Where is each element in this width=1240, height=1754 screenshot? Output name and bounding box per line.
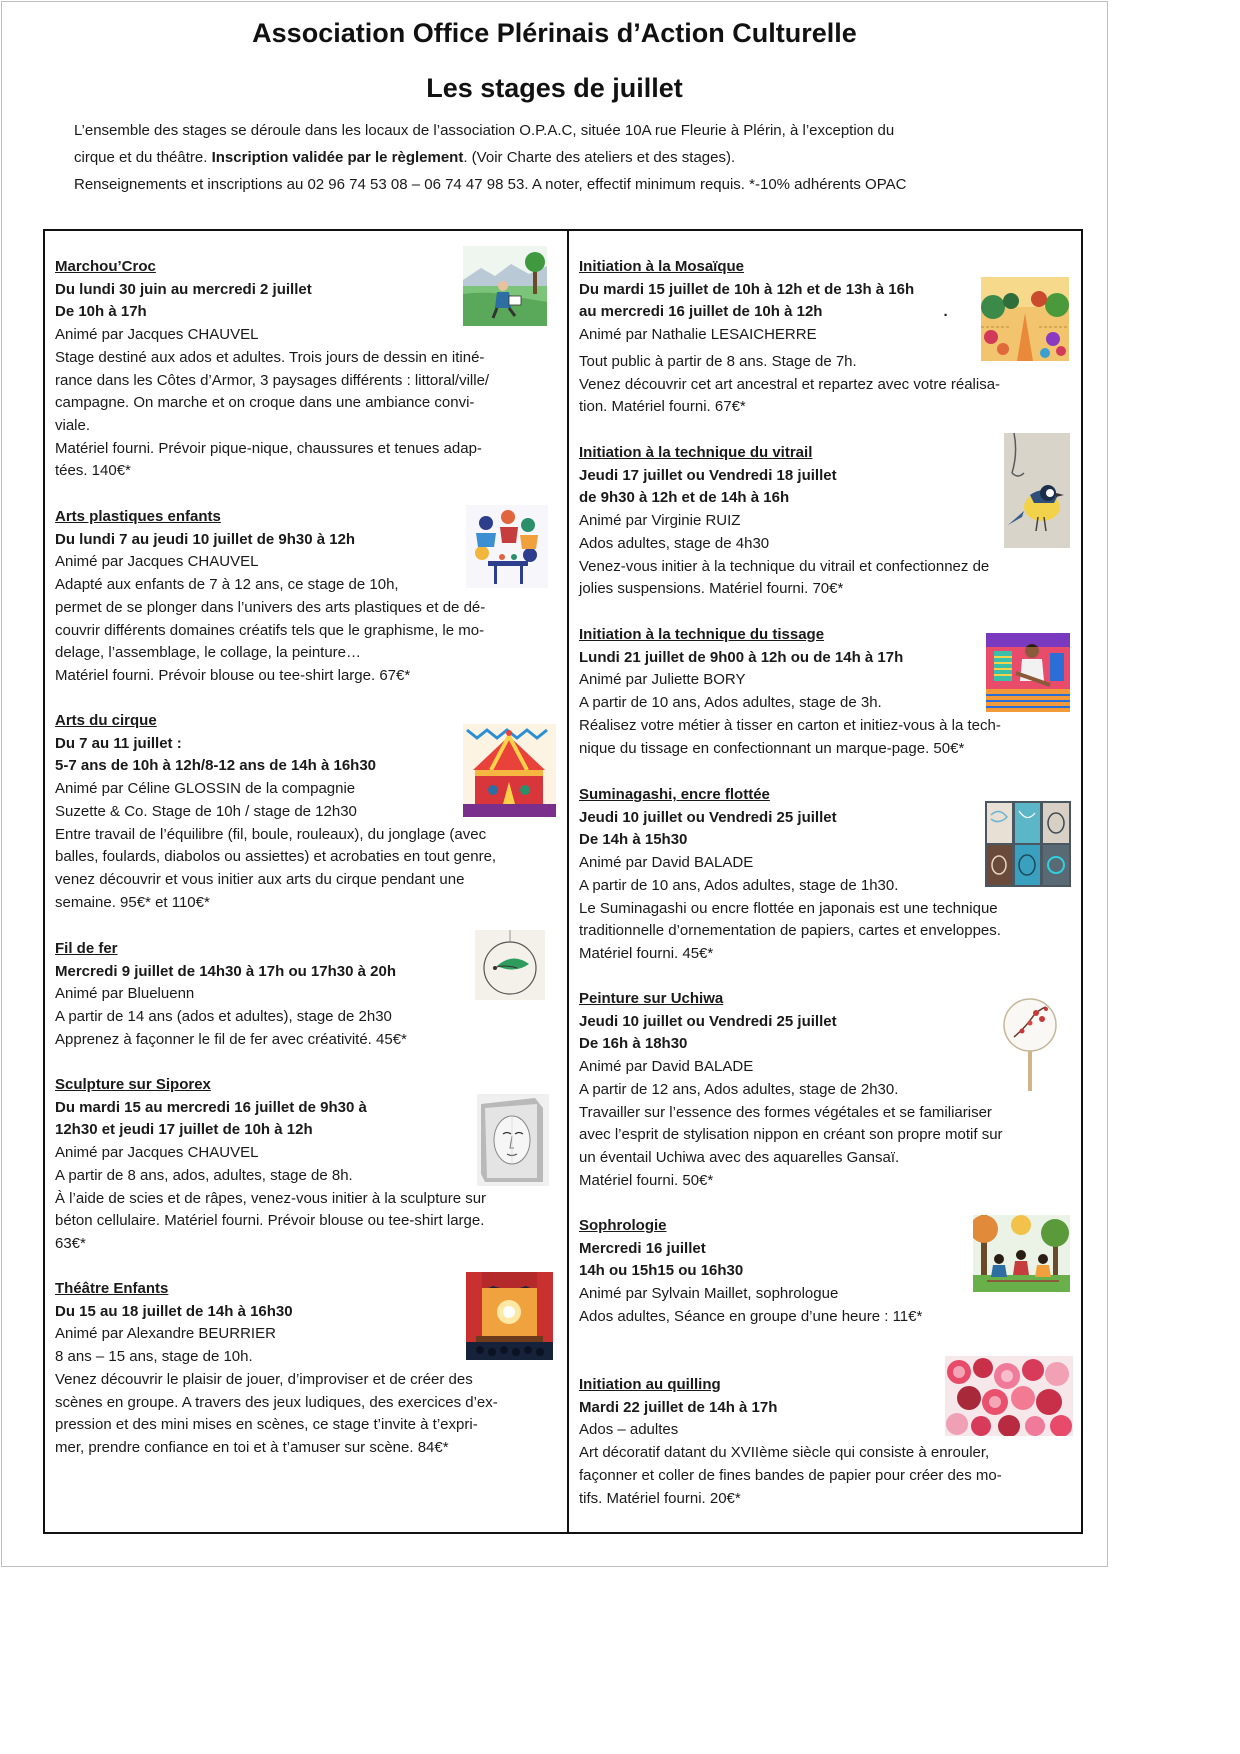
workshop-text: Animé par Jacques CHAUVEL: [55, 553, 259, 571]
workshop-text: tifs. Matériel fourni. 20€*: [579, 1489, 741, 1507]
workshop-text: traditionnelle d’ornementation de papiers, cartes et enveloppes.: [579, 922, 1001, 940]
workshop-title: Peinture sur Uchiwa: [579, 990, 724, 1007]
mosaic-garden-icon: [981, 277, 1069, 361]
kids-art-class-icon: [466, 505, 548, 588]
workshop-text: Ados adultes, Séance en groupe d’une heure : 11€*: [579, 1307, 923, 1325]
workshop-text: façonner et coller de fines bandes de papier pour créer des mo-: [579, 1466, 1002, 1484]
workshop-dates: De 10h à 17h: [55, 303, 147, 321]
workshop-title: Initiation à la technique du vitrail: [579, 444, 813, 461]
workshop-title: Sculpture sur Siporex: [55, 1076, 211, 1093]
workshop-text: Venez-vous initier à la technique du vitrail et confectionnez de: [579, 557, 990, 575]
workshop-text: Animé par Juliette BORY: [579, 671, 746, 689]
workshop-text: scènes en groupe. A travers des jeux ludiques, des exercices d’ex-: [55, 1393, 498, 1411]
workshop-text: Art décoratif datant du XVIIème siècle qui consiste à enrouler,: [579, 1444, 990, 1462]
stray-dot: .: [943, 303, 948, 321]
workshop-text: rance dans les Côtes d’Armor, 3 paysages différents : littoral/ville/: [55, 371, 490, 389]
page-title: Association Office Plérinais d’Action Culturelle: [252, 18, 857, 48]
workshop-text: Matériel fourni. Prévoir pique-nique, chaussures et tenues adap-: [55, 439, 482, 457]
workshop-text: Animé par Blueluenn: [55, 985, 195, 1003]
workshop-dates: De 16h à 18h30: [579, 1035, 688, 1053]
workshop-text: Matériel fourni. Prévoir blouse ou tee-shirt large. 67€*: [55, 666, 411, 684]
circus-tent-icon: [463, 724, 556, 817]
group-meditation-icon: [973, 1215, 1070, 1292]
paper-quilling-icon: [945, 1356, 1073, 1436]
workshop-dates: Jeudi 10 juillet ou Vendredi 25 juillet: [579, 1012, 837, 1030]
workshop-title: Initiation au quilling: [579, 1376, 721, 1393]
workshop-text: tées. 140€*: [55, 462, 131, 480]
workshop-text: Venez découvrir le plaisir de jouer, d’improviser et de créer des: [55, 1370, 473, 1388]
workshop-text: Réalisez votre métier à tisser en carton et initiez-vous à la tech-: [579, 716, 1001, 734]
workshop-text: couvrir différents domaines créatifs tels que le graphisme, le mo-: [55, 621, 485, 639]
workshop-dates: De 14h à 15h30: [579, 831, 688, 849]
uchiwa-fan-icon: [1000, 997, 1060, 1094]
workshop-dates: Du lundi 30 juin au mercredi 2 juillet: [55, 280, 312, 298]
workshop-dates: Jeudi 10 juillet ou Vendredi 25 juillet: [579, 808, 837, 826]
workshop-title: Initiation à la Mosaïque: [579, 258, 745, 275]
workshop-text: Ados adultes, stage de 4h30: [579, 534, 770, 552]
workshop-text: A partir de 14 ans (ados et adultes), stage de 2h30: [55, 1008, 392, 1026]
page-subtitle: Les stages de juillet: [426, 73, 683, 103]
intro-line: Renseignements et inscriptions au 02 96 74 53 08 – 06 74 47 98 53. A noter, effectif minimum requis. *-10% adhérents OPAC: [74, 176, 907, 193]
workshop-text: Adapté aux enfants de 7 à 12 ans, ce stage de 10h,: [55, 576, 399, 594]
workshop-title: Sophrologie: [579, 1217, 667, 1234]
workshop-text: delage, l’assemblage, le collage, la peinture…: [55, 644, 362, 662]
workshop-text: venez découvrir et vous initier aux arts du cirque pendant une: [55, 870, 465, 888]
wire-sculpture-icon: [475, 930, 545, 1000]
workshop-dates: Du 7 au 11 juillet :: [55, 734, 182, 752]
workshop-dates: Mercredi 9 juillet de 14h30 à 17h ou 17h30 à 20h: [55, 962, 396, 980]
workshop-text: Animé par Jacques CHAUVEL: [55, 326, 259, 344]
workshop-text: nique du tissage en confectionnant un marque-page. 50€*: [579, 739, 965, 757]
workshop-title: Théâtre Enfants: [55, 1280, 169, 1297]
workshop-text: Animé par David BALADE: [579, 1058, 754, 1076]
workshop-text: un éventail Uchiwa avec des aquarelles Gansaï.: [579, 1148, 900, 1166]
workshop-text: Le Suminagashi ou encre flottée en japonais est une technique: [579, 899, 998, 917]
workshop-text: Ados – adultes: [579, 1421, 679, 1439]
workshop-text: viale.: [55, 416, 91, 434]
workshop-text: A partir de 10 ans, Ados adultes, stage de 1h30.: [579, 876, 899, 894]
intro-highlight: Inscription validée par le règlement: [211, 149, 464, 166]
workshop-title: Arts du cirque: [55, 712, 157, 729]
workshop-text: Stage destiné aux ados et adultes. Trois jours de dessin en itiné-: [55, 348, 485, 366]
workshop-dates: Du mardi 15 au mercredi 16 juillet de 9h30 à: [55, 1098, 367, 1116]
workshop-dates: Mercredi 16 juillet: [579, 1239, 706, 1257]
ink-marbling-icon: [985, 801, 1071, 887]
workshop-text: Venez découvrir cet art ancestral et repartez avec votre réalisa-: [579, 375, 1001, 393]
workshop-dates: 12h30 et jeudi 17 juillet de 10h à 12h: [55, 1121, 313, 1139]
workshop-title: Initiation à la technique du tissage: [579, 626, 825, 643]
workshop-text: Animé par Nathalie LESAICHERRE: [579, 326, 817, 344]
workshop-text: Entre travail de l’équilibre (fil, boule, rouleaux), du jonglage (avec: [55, 825, 487, 843]
intro-line: L’ensemble des stages se déroule dans les locaux de l’association O.P.A.C, située 10A rue Fleurie à Plérin, à l’exception du: [74, 122, 895, 139]
sketching-landscape-icon: [463, 246, 547, 326]
workshop-dates: Mardi 22 juillet de 14h à 17h: [579, 1398, 778, 1416]
workshop-text: Animé par Jacques CHAUVEL: [55, 1144, 259, 1162]
workshop-dates: de 9h30 à 12h et de 14h à 16h: [579, 489, 790, 507]
workshop-text: jolies suspensions. Matériel fourni. 70€*: [579, 580, 844, 598]
intro-paragraph: [74, 117, 1054, 198]
workshop-dates: Du mardi 15 juillet de 10h à 12h et de 13h à 16h: [579, 280, 915, 298]
workshop-text: Travailler sur l’essence des formes végétales et se familiariser: [579, 1103, 992, 1121]
workshop-text: tion. Matériel fourni. 67€*: [579, 398, 746, 416]
workshop-text: permet de se plonger dans l’univers des arts plastiques et de dé-: [55, 598, 486, 616]
workshop-text: Apprenez à façonner le fil de fer avec créativité. 45€*: [55, 1030, 407, 1048]
workshop-text: 8 ans – 15 ans, stage de 10h.: [55, 1348, 253, 1366]
workshop-text: mer, prendre confiance en toi et à t’amuser sur scène. 84€*: [55, 1438, 449, 1456]
workshop-dates: au mercredi 16 juillet de 10h à 12h .: [579, 303, 948, 321]
workshop-text: Matériel fourni. 50€*: [579, 1171, 714, 1189]
workshop-text: semaine. 95€* et 110€*: [55, 893, 210, 911]
workshop-text: A partir de 8 ans, ados, adultes, stage de 8h.: [55, 1166, 353, 1184]
workshop-text: avec l’esprit de stylisation nippon en créant son propre motif sur: [579, 1126, 1003, 1144]
workshop-text: 63€*: [55, 1234, 86, 1252]
workshop-title: Arts plastiques enfants: [55, 508, 221, 525]
column-divider: [567, 229, 569, 1534]
workshop-dates: Lundi 21 juillet de 9h00 à 12h ou de 14h à 17h: [579, 648, 904, 666]
workshop-title: Fil de fer: [55, 940, 118, 957]
face-sculpture-icon: [477, 1094, 549, 1186]
workshop-text: Tout public à partir de 8 ans. Stage de 7h.: [579, 352, 857, 370]
theatre-stage-icon: [466, 1272, 553, 1360]
workshop-title: Suminagashi, encre flottée: [579, 786, 770, 803]
workshop-text: À l’aide de scies et de râpes, venez-vous initier à la sculpture sur: [55, 1189, 487, 1207]
workshop-text: Animé par Sylvain Maillet, sophrologue: [579, 1285, 839, 1303]
workshop-text: balles, foulards, diabolos ou assiettes) et acrobaties en tout genre,: [55, 848, 497, 866]
workshop-dates: Du lundi 7 au jeudi 10 juillet de 9h30 à 12h: [55, 530, 356, 548]
weaving-icon: [986, 633, 1070, 712]
workshop-dates: 5-7 ans de 10h à 12h/8-12 ans de 14h à 16h30: [55, 757, 377, 775]
workshop-text: Matériel fourni. 45€*: [579, 944, 714, 962]
workshop-text: béton cellulaire. Matériel fourni. Prévoir blouse ou tee-shirt large.: [55, 1212, 485, 1230]
workshop-vitrail: [579, 442, 1074, 601]
stained-glass-bird-icon: [1004, 433, 1070, 548]
workshop-text: pression et des mini mises en scènes, ce stage t’invite à t’expri-: [55, 1416, 478, 1434]
workshop-text: A partir de 10 ans, Ados adultes, stage de 3h.: [579, 694, 882, 712]
intro-line: cirque et du théâtre. Inscription validée par le règlement. (Voir Charte des ateliers et des stages).: [74, 149, 736, 166]
workshop-dates: 14h ou 15h15 ou 16h30: [579, 1262, 744, 1280]
workshop-dates: Du 15 au 18 juillet de 14h à 16h30: [55, 1302, 293, 1320]
workshop-text: Animé par Alexandre BEURRIER: [55, 1325, 276, 1343]
workshop-text: Animé par Céline GLOSSIN de la compagnie: [55, 780, 356, 798]
workshop-text: campagne. On marche et on croque dans une ambiance convi-: [55, 394, 475, 412]
workshop-text: A partir de 12 ans, Ados adultes, stage de 2h30.: [579, 1080, 899, 1098]
workshop-title: Marchou’Croc: [55, 258, 156, 275]
workshop-text: Animé par David BALADE: [579, 854, 754, 872]
workshop-dates: Jeudi 17 juillet ou Vendredi 18 juillet: [579, 466, 837, 484]
workshop-text: Suzette & Co. Stage de 10h / stage de 12h30: [55, 802, 357, 820]
workshop-text: Animé par Virginie RUIZ: [579, 512, 741, 530]
